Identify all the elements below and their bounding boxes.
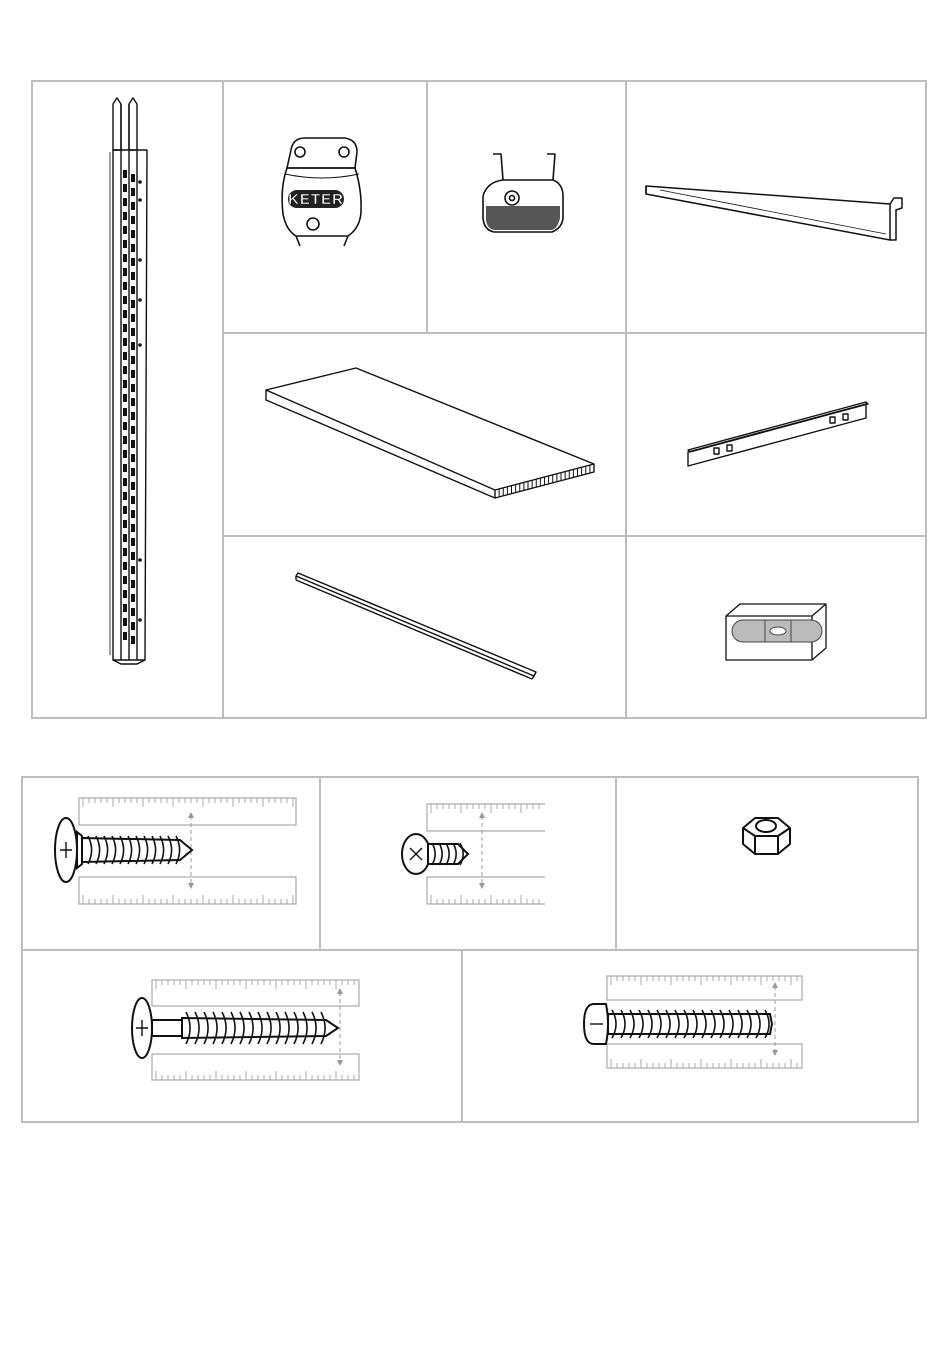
hardware-panel: [0, 740, 950, 1160]
machine-screw-icon: [0, 740, 950, 1160]
brand-mark: KETER: [288, 191, 344, 208]
